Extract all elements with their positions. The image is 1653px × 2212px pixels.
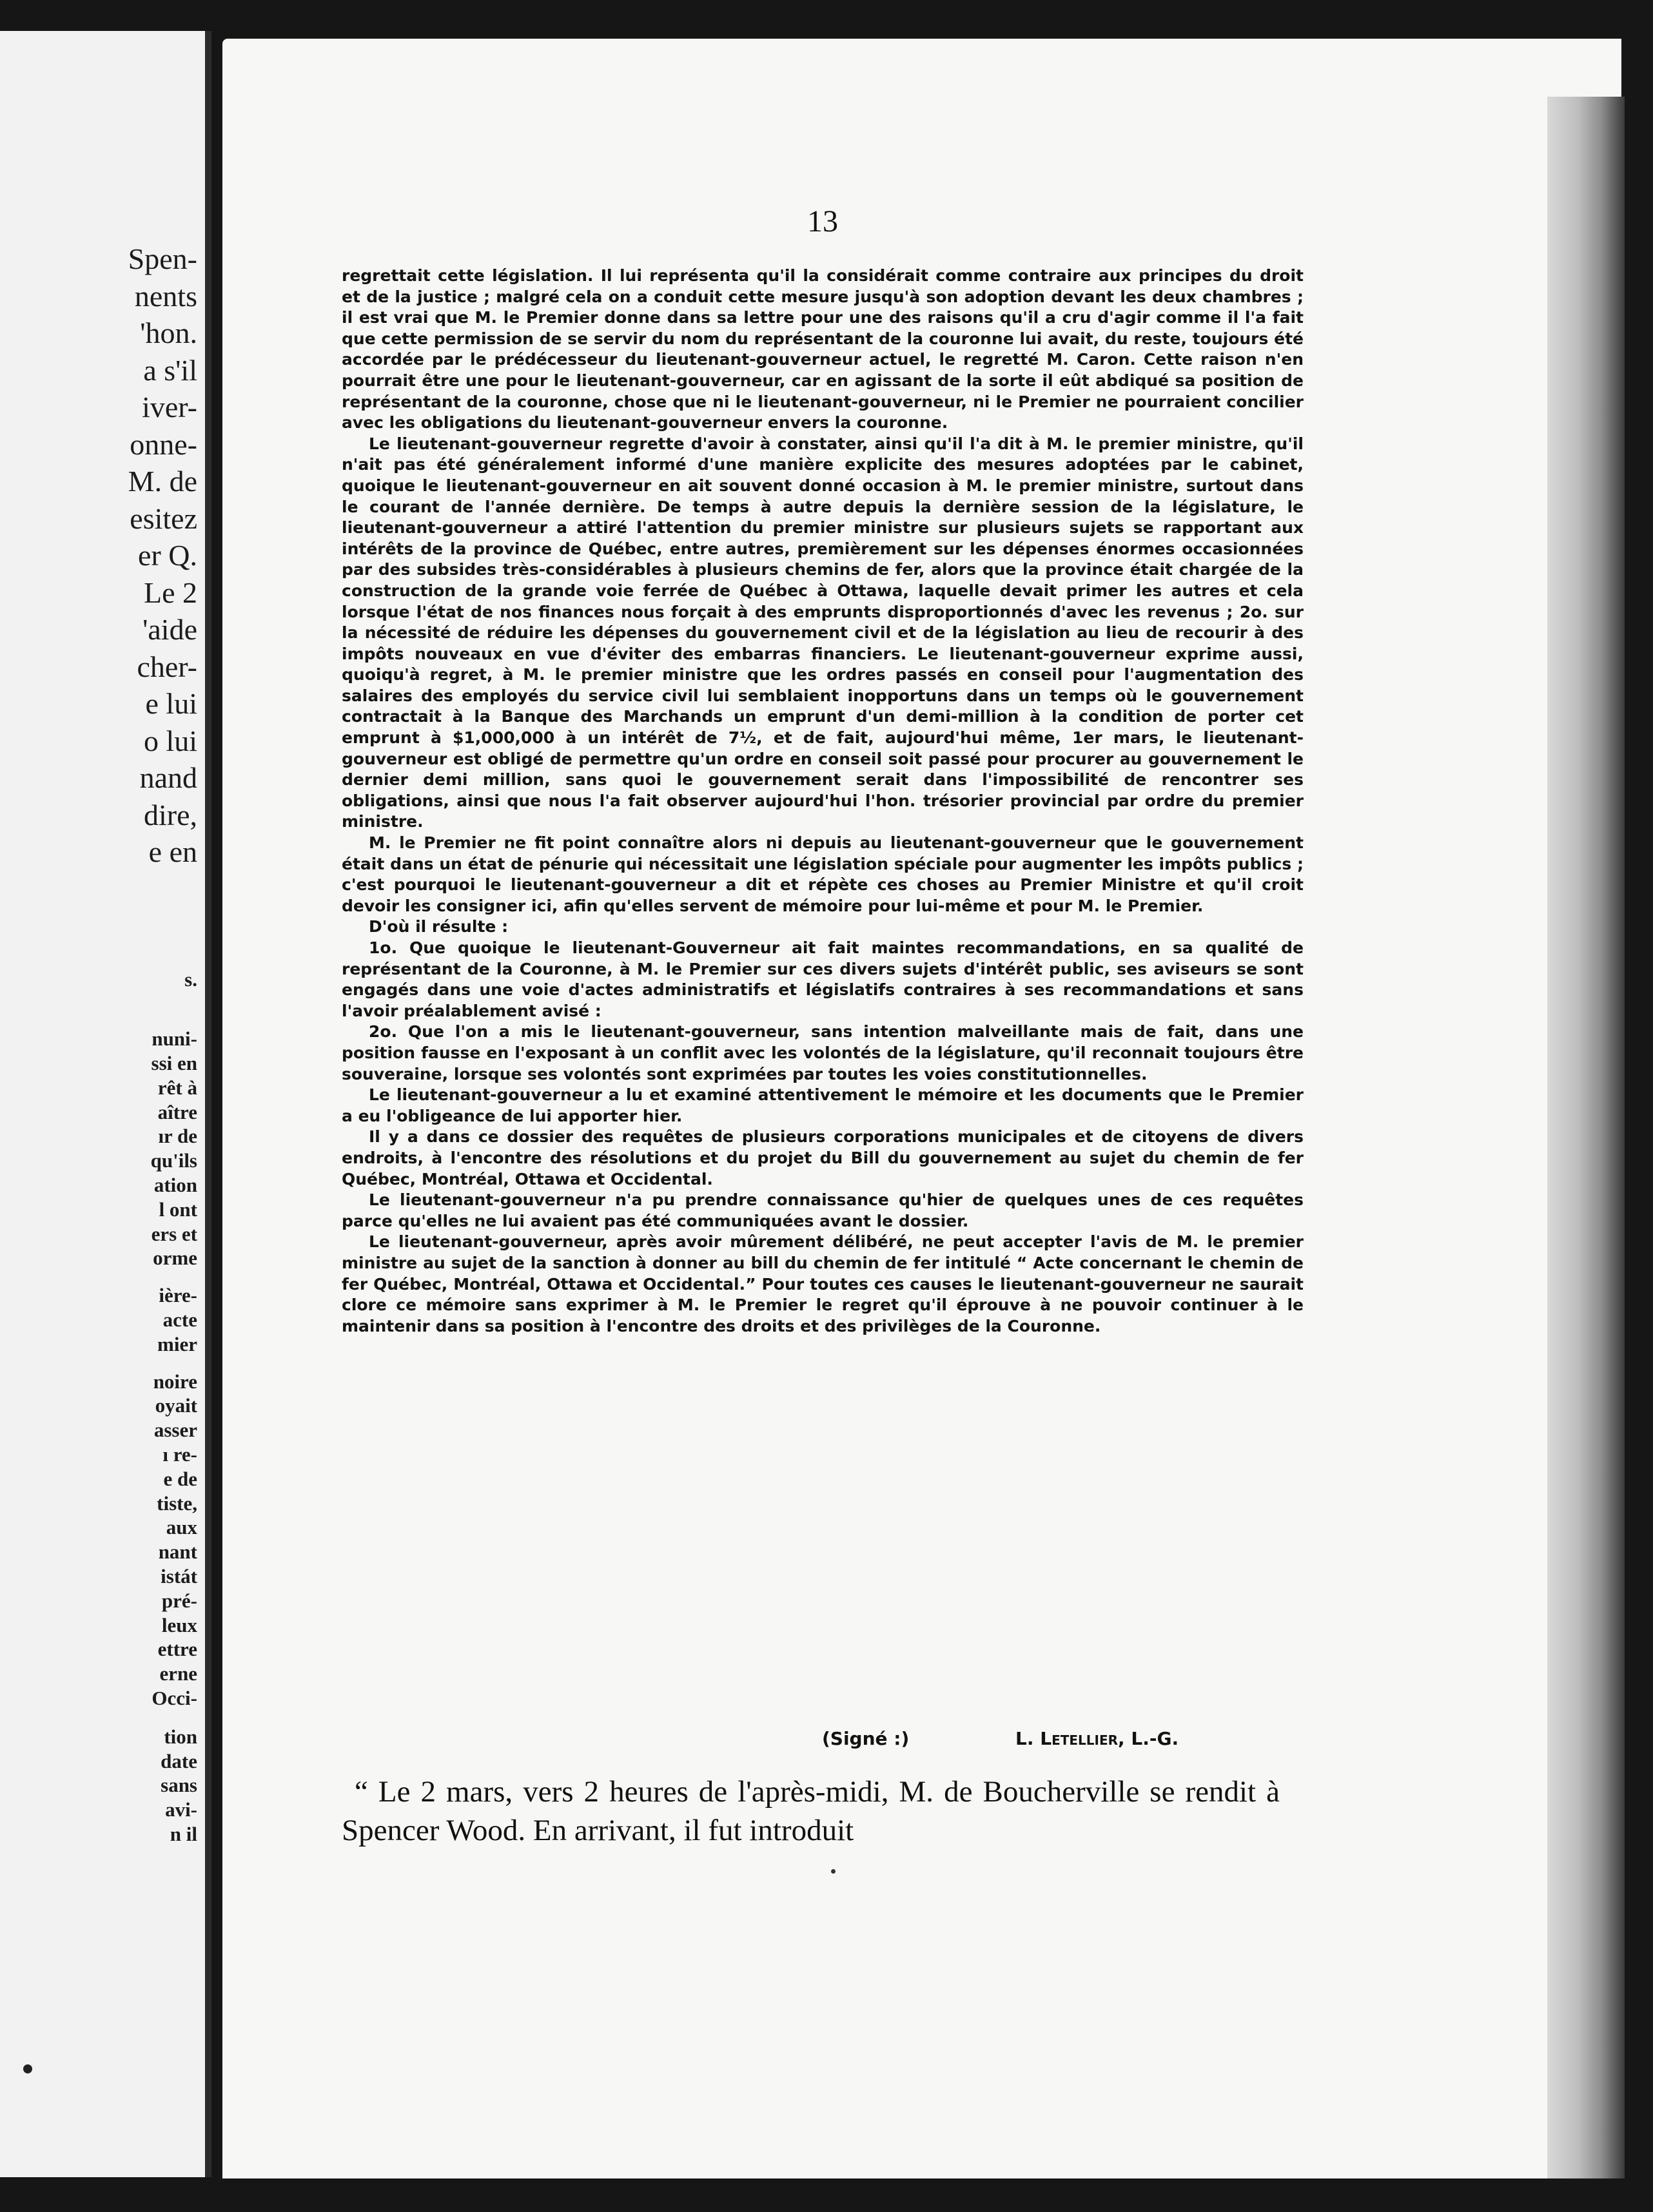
left-page-small-lines-b	[0, 1283, 197, 1356]
closing-text: “ Le 2 mars, vers 2 heures de l'après-midi, M. de Boucherville se rendit à Spencer Wood. En arrivant, il fut introduit	[342, 1775, 1280, 1847]
left-page-line: istát	[161, 1565, 197, 1588]
left-page-line: qu'ils	[150, 1149, 197, 1172]
left-page-text	[0, 31, 197, 1847]
left-page-line: sans	[161, 1774, 197, 1797]
left-page-line: pré-	[161, 1589, 197, 1612]
left-page-line: Spen-	[128, 242, 197, 275]
left-page-line: onne-	[130, 427, 197, 461]
signature-name: L. Letellier, L.-G.	[1015, 1728, 1179, 1749]
signed-label: (Signé :)	[822, 1728, 910, 1749]
body-paragraph: regrettait cette législation. Il lui représenta qu'il la considérait comme contraire aux principes du droit et de la justice ; malgré cela on a conduit cette mesure jusqu'à son adoption devant les deux chambres ; il est vrai que M. le Premier donne dans sa lettre pour une des raisons qu'il a cru d'agir comme il l'a fait que cette permission de se servir du nom du représentant de la couronne lui avait, du reste, toujours été accordée par le prédécesseur du lieutenant-gouverneur actuel, le regretté M. Caron. Cette raison n'en pourrait être une pour le lieutenant-gouverneur, car en agissant de la sorte il eût abdiqué sa position de représentant de la couronne, chose que ni le lieutenant-gouverneur, ni le Premier ne pourraient concilier avec les obligations du lieutenant-gouverneur envers la couronne.	[342, 266, 1304, 432]
left-page-line: date	[161, 1749, 197, 1772]
ink-dot	[23, 2064, 32, 2073]
body-paragraph: 1o. Que quoique le lieutenant-Gouverneur ait fait maintes recommandations, en sa qualité de représentant de la Couronne, à M. le Premier sur ces divers sujets d'intérêt public, ses aviseurs se sont engagés dans une voie d'actes administratifs et législatifs contraires à ses recommandations et sans l'avoir préalablement avisé :	[342, 938, 1304, 1020]
ink-dot-small	[831, 1869, 836, 1874]
left-facing-page	[0, 31, 211, 2177]
left-page-line: avi-	[165, 1798, 197, 1821]
left-page-line: l ont	[159, 1198, 197, 1221]
left-page-line: rêt à	[157, 1076, 197, 1099]
body-paragraph: M. le Premier ne fit point connaître alors ni depuis au lieutenant-gouverneur que le gouvernement était dans un état de pénurie qui nécessitait une législation spéciale pour augmenter les impôts publics ; c'est pourquoi le lieutenant-gouverneur a dit et répète ces choses au Premier Ministre et qu'il croit devoir les consigner ici, afin qu'elles servent de mémoire pour lui-même et pour M. le Premier.	[342, 833, 1304, 915]
left-page-line: ssi en	[151, 1052, 197, 1075]
memoire-body-text	[342, 266, 1304, 1337]
left-page-line: acte	[162, 1308, 197, 1332]
left-page-line: a s'il	[143, 353, 197, 387]
left-page-line: ı re-	[162, 1443, 197, 1466]
left-page-line: noire	[153, 1370, 197, 1393]
left-page-line: e de	[163, 1467, 197, 1490]
left-page-line: nuni-	[152, 1027, 197, 1051]
left-page-line: nents	[134, 279, 197, 313]
left-page-small-lines-a	[0, 1027, 197, 1270]
left-page-line: nant	[158, 1540, 197, 1564]
left-page-line: ière-	[159, 1284, 197, 1307]
left-page-line: e lui	[145, 687, 197, 720]
left-page-mark: s.	[184, 967, 197, 991]
body-paragraph: Le lieutenant-gouverneur a lu et examiné attentivement le mémoire et les documents que le Premier a eu l'obligeance de lui apporter hier.	[342, 1085, 1304, 1125]
left-page-line: nand	[139, 761, 197, 794]
left-page-large-lines	[0, 240, 197, 871]
left-page-line: dire,	[143, 798, 197, 831]
body-paragraph: Le lieutenant-gouverneur, après avoir mûrement délibéré, ne peut accepter l'avis de M. le premier ministre au sujet de la sanction à donner au bill du chemin de fer intitulé “ Acte concernant le chemin de fer Québec, Montréal, Ottawa et Occidental.” Pour toutes ces causes le lieutenant-gouverneur ne saurait clore ce mémoire sans exprimer à M. le Premier le regret qu'il éprouve à ne pouvoir continuer à le maintenir dans sa position à l'encontre des droits et des privilèges de la Couronne.	[342, 1232, 1304, 1335]
body-paragraph: Il y a dans ce dossier des requêtes de plusieurs corporations municipales et de citoyens de divers endroits, à l'encontre des résolutions et du projet du Bill du gouvernement au sujet du chemin de fer Québec, Montréal, Ottawa et Occidental.	[342, 1127, 1304, 1188]
left-page-line: M. de	[128, 465, 197, 498]
left-page-line: mier	[157, 1332, 197, 1355]
left-page-line: leux	[161, 1613, 197, 1636]
signature-line	[822, 1727, 1241, 1751]
left-page-small-lines-d	[0, 1725, 197, 1847]
left-page-line: ers et	[151, 1222, 197, 1245]
left-page-line: aux	[166, 1516, 197, 1539]
closing-paragraph	[342, 1772, 1280, 1850]
left-page-line: tiste,	[157, 1491, 197, 1515]
left-page-line: ır de	[158, 1125, 197, 1148]
left-page-line: Le 2	[143, 576, 197, 609]
left-page-line: iver-	[142, 391, 197, 423]
left-page-line: tion	[164, 1725, 197, 1748]
left-page-line: e en	[148, 835, 197, 868]
body-paragraph: Le lieutenant-gouverneur n'a pu prendre connaissance qu'hier de quelques unes de ces requêtes parce qu'elles ne lui avaient pas été communiquées avant le dossier.	[342, 1190, 1304, 1230]
page-number: 13	[807, 204, 838, 238]
page-edge	[1547, 97, 1625, 2178]
body-paragraph: Le lieutenant-gouverneur regrette d'avoir à constater, ainsi qu'il l'a dit à M. le premier ministre, qu'il n'ait pas été généralement informé d'une manière explicite des mesures adoptées par le cabinet, quoique le lieutenant-gouverneur en ait souvent donné occasion à M. le premier ministre, surtout dans le courant de l'année dernière. De temps à autre depuis la dernière session de la législature, le lieutenant-gouverneur a attiré l'attention du premier ministre sur plusieurs sujets se rapportant aux intérêts de la province de Québec, entre autres, premièrement sur les dépenses énormes occasionnées par des subsides très-considérables à plusieurs chemins de fer, alors que la province était chargée de la construction de la grande voie ferrée de Québec à Ottawa, laquelle devait primer les autres et cela lorsque l'état de nos finances nous forçait à des emprunts disproportionnés d'avec les revenus ; 2o. sur la nécessité de réduire les dépenses du gouvernement civil et de la législation au lieu de recourir à des impôts nouveaux en vue d'éviter des embarras financiers. Le lieutenant-gouverneur exprime aussi, quoiqu'à regret, à M. le premier ministre que les ordres passés en conseil pour l'augmentation des salaires des employés du service civil lui semblaient inopportuns dans un temps où le gouvernement contractait à la Banque des Marchands un emprunt d'un demi-million à la condition de porter cet emprunt à $1,000,000 à un intérêt de 7½, et de fait, aujourd'hui même, 1er mars, le lieutenant-gouverneur est obligé de permettre qu'un ordre en conseil soit passé pour procurer au gouvernement le dernier demi million, sans quoi le gouvernement serait dans l'impossibilité de rencontrer ses obligations, ainsi que nous l'a fait observer aujourd'hui l'hon. trésorier provincial par ordre du premier ministre.	[342, 434, 1304, 831]
left-page-line: esitez	[130, 501, 197, 535]
left-page-line: oyait	[155, 1394, 197, 1417]
left-page-line: 'hon.	[140, 316, 197, 349]
left-page-line: orme	[153, 1247, 197, 1270]
left-page-line: o lui	[143, 724, 197, 757]
left-page-line: cher-	[137, 650, 197, 683]
left-page-line: ation	[153, 1174, 197, 1197]
left-page-line: n il	[170, 1823, 197, 1845]
left-page-line: asser	[153, 1419, 197, 1442]
left-page-small-lines-c	[0, 1370, 197, 1711]
left-page-line: 'aide	[142, 613, 197, 646]
left-page-line: aître	[157, 1100, 197, 1123]
left-page-line: erne	[159, 1662, 197, 1685]
left-page-line: ettre	[157, 1638, 197, 1661]
body-paragraph: D'où il résulte :	[369, 917, 509, 936]
left-page-line: er Q.	[138, 539, 197, 572]
body-paragraph: 2o. Que l'on a mis le lieutenant-gouverneur, sans intention malveillante mais de fait, dans une position fausse en l'exposant à un conflit avec les volontés de la législature, qu'il reconnait toujours être souveraine, lorsque ses volontés sont exprimées par toutes les voies constitutionnelles.	[342, 1022, 1304, 1083]
left-page-line: Occi-	[152, 1687, 197, 1710]
